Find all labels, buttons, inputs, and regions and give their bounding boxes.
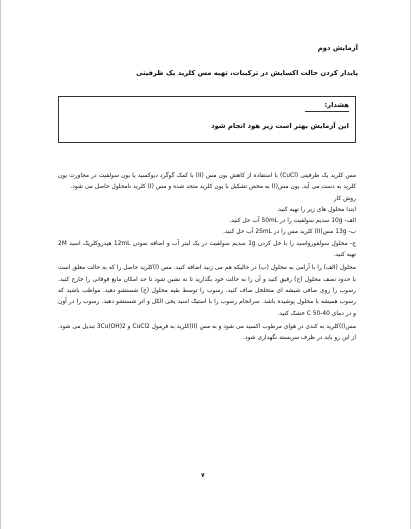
page-number: ۷ [201,472,205,479]
storage-paragraph: مس(I)کلرید به کندی در هوای مرطوب اکسید می شود و به مس (II)کلرید به فرمول CuCl2 و 3Cu(OH)2 تبدیل می شود. از این رو باید در ظرف سربسته نگهداری شود. [58,323,356,342]
procedure-intro: ابتدا محلول های زیر را تهیه کنید. [276,206,356,213]
body-text [58,171,356,344]
solution-b: ب- 13g مس(II) کلرید مس را در 25mL آب حل کنید. [223,229,356,236]
warning-title: هشدار: [324,101,349,109]
intro-paragraph: مس کلرید یک ظرفیتی (CuCl) با استفاده از کاهش یون مس (II) با کمک گوگرد دیوکسید یا یون سولفیت در مجاورت یون کلرید به دست می آید. یون مس(I) به محض تشکیل با یون کلرید متحد شده و مس (I) کلرید نامحلول حاصل می شود. [58,173,357,191]
solution-a: الف- 10g سدیم سولفیت را در 50mL آب حل کنید. [229,218,356,225]
warning-text: این آزمایش بهتر است زیر هود انجام شود [211,122,349,130]
procedure-paragraph: محلول (الف) را با آرامی به محلول (ب) در حالیکه هم می زنید اضافه کنید. مس (I)کلرید حاصل را که به حالت معلق است با حدود نصف محلول (ج) رقیق کنید و آن را به حالت خود بگذارید تا ته نشین شود تا حد امکان مایع فوقانی را خارج کنید. رسوب را روی صافی شیشه ای متخلخل صاف کنید. رسوب را توسط بقیه محلول (ج) شستشو دهید. مواظب باشید که رسوب همیشه با محلول پوشیده باشد. سرانجام رسوب را با استیک اسید یخی الکل و اتر شستشو دهید. رسوب را در آون و در دمای 40-50 C خشک کنید. [58,265,356,317]
solution-c: ج- محلول سولفورواسید را با حل کردن 1g سدیم سولفیت در یک لیتر آب و اضافه نمودن 12mL هیدروکلریک اسید 2M تهیه کنید. [58,240,356,259]
procedure-heading: روش کار [333,195,356,202]
warning-box [58,96,356,143]
experiment-title: پایدار کردن حالت اکسایش در ترکیبات، تهیه مس کلرید یک ظرفیتی [136,69,358,77]
section-heading: آزمایش دوم [317,44,358,52]
warning-title-underline [305,111,349,112]
